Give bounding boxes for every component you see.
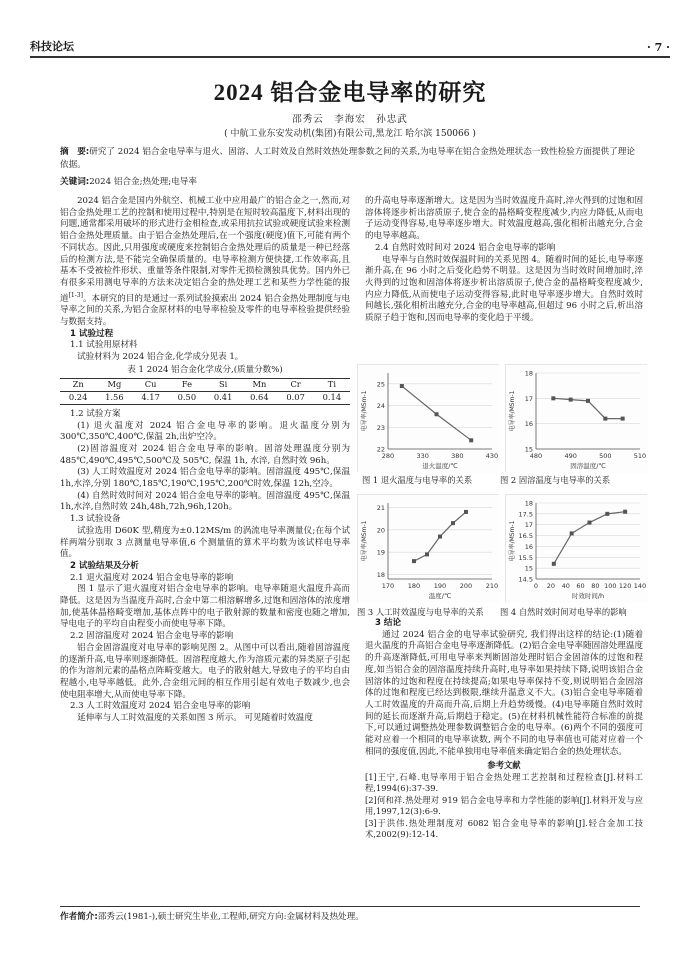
data-point [400, 384, 404, 388]
article-authors: 邵秀云 李海宏 孙忠武 [292, 114, 408, 125]
figure-4 [505, 494, 647, 602]
y-tick-label: 21 [376, 503, 385, 512]
figure-2-caption: 图 2 固溶温度与电导率的关系 [500, 475, 611, 485]
x-tick-label: 330 [416, 452, 429, 460]
table-header-cell: Ti [327, 379, 336, 390]
article-title: 2024 铝合金电导率的研究 [213, 80, 487, 105]
data-point [603, 417, 607, 421]
y-tick-label: 18 [524, 369, 533, 378]
y-axis-label: 电导率/MSm-1 [361, 520, 368, 562]
right-column [365, 196, 643, 325]
y-tick-label: 25 [376, 380, 385, 389]
keywords-label: 关键词: [60, 177, 90, 187]
y-tick-label: 23 [376, 423, 385, 432]
subsection-heading: 1.2 试验方案 [70, 408, 121, 419]
y-tick-label: 17 [524, 394, 533, 403]
table-header-cell: Cu [144, 379, 157, 390]
y-tick-label: 16 [524, 542, 533, 551]
figure-3-caption: 图 3 人工时效温度与电导率的关系 [357, 607, 484, 617]
paragraph: (4) 自然时效时间对 2024 铝合金电导率的影响。固溶温度 495℃,保温 1h,水淬,自然时效 24h,48h,72h,96h,120h。 [60, 490, 350, 513]
x-tick-label: 280 [381, 452, 395, 460]
x-tick-label: 80 [591, 582, 600, 590]
data-point [587, 521, 591, 525]
paragraph: (2)固溶温度对 2024 铝合金电导率的影响。固溶处理温度分别为 485℃,490℃,495℃,500℃及 505℃, 保温 1h, 水淬, 自然时效 96h。 [60, 443, 350, 466]
section-heading: 3 结论 [375, 618, 402, 628]
data-point [570, 531, 574, 535]
paragraph: 试验材料为 2024 铝合金,化学成分见表 1。 [77, 351, 244, 362]
data-point [569, 398, 573, 402]
data-point [451, 521, 455, 525]
figure-1 [357, 364, 499, 472]
x-axis-label: 温度/℃ [428, 592, 452, 600]
paragraph: (3) 人工时效温度对 2024 铝合金电导率的影响。固溶温度 495℃,保温 1h,水淬,分别 180℃,185℃,190℃,195℃,200℃时效,保温 12h,空冷。 [60, 467, 350, 490]
figure-4-caption: 图 4 自然时效时间对电导率的影响 [500, 607, 627, 617]
figure-row-2 [357, 494, 647, 602]
composition-table [60, 378, 350, 404]
author-note [60, 910, 640, 922]
subsection-heading: 2.2 固溶温度对 2024 铝合金电导率的影响 [70, 631, 234, 642]
author-note-label: 作者简介: [60, 912, 98, 922]
y-tick-label: 19 [376, 548, 385, 557]
y-tick-label: 16 [524, 420, 533, 429]
y-axis-label: 电导率/MSm-1 [509, 520, 516, 562]
figure-3 [357, 494, 499, 602]
x-tick-label: 100 [604, 582, 617, 590]
header-rule [30, 56, 670, 58]
subsection-heading: 1.3 试验设备 [70, 514, 121, 525]
reference-item: [2]何和祥.热处理对 919 铝合金电导率和力学性能的影响[J].材料开发与应用,1997,12(3):6-9. [365, 794, 643, 817]
table-cell: 0.50 [177, 392, 197, 403]
paragraph: 通过 2024 铝合金的电导率试验研究, 我们得出这样的结论:(1)随着退火温度的升高铝合金电导率逐渐降低。(2)铝合金电导率随固溶处理温度的升高逐渐降低,可用电导率来判断固溶处理时铝合金固溶体的过饱和程度,如当铝合金的固溶温度持续升高时,电导率如果持续下降,说明该铝合金固溶体的过饱和程度在持续提高;如果电导率保持不变,则说明铝合金固溶体的过饱和程度已经达到极限,继续升温意义不大。(3)铝合金电导率随着人工时效温度的升高而升高,后期上升趋势缓慢。(4)电导率随自然时效时间的延长而逐渐升高,后期趋于稳定。(5)在材料机械性能符合标准的前提下,可以通过调整热处理参数调整铝合金的电导率。(6)两个不同的强度可能对应着一个相同的电导率读数, 两个不同的电导率值也可能对应着一个相同的强度值,因此,不能单独用电导率值来确定铝合金的热处理状态。 [365, 629, 643, 757]
table-cell: 4.17 [141, 392, 160, 403]
figure-1-caption: 图 1 退火温度与电导率的关系 [362, 475, 473, 485]
intro-paragraph: 2024 铝合金是国内外航空、机械工业中应用最广的铝合金之一,然而,对铝合金热处理工艺的控制和使用过程中,特别是在短时较高温度下,材料出现的问题,通常都采用破坏的形式进行金相检查,或采用抗拉试验或硬度试验来检测铝合金热处理质量。由于铝合金热处理后,在一个强度(硬度)值下,可能有两个不同状态。因此,只用强度或硬度来控制铝合金热处理后的质量是一种已经落后的检测方法,是不能完全确保质量的。电导率检测方便快捷,工作效率高,且基本不受被检件形状、重量等条件限制,对零件无损检测独具优势。国内外已有很多采用测电导率的方法来决定铝合金的热处理工艺和某些力学性能的报道[1-3]。本研究的目的是通过一系列试验摸索出 2024 铝合金热处理制度与电导率之间的关系,为铝合金原材料的电导率检验及零件的电导率检验提供经验与数据支持。 [60, 196, 351, 327]
paragraph: (1) 退火温度对 2024 铝合金电导率的影响。退火温度分别为 300℃,350℃,400℃,保温 2h,出炉空冷。 [60, 420, 350, 443]
paragraph: 电导率与自然时效保温时间的关系见图 4。随着时间的延长,电导率逐渐升高,在 96 小时之后变化趋势不明显。这是因为当时效时间增加时,淬火得到的过饱和固溶体将逐步析出溶质原子,使合金的晶格畸变程度减少,内应力降低,从而使电子运动变得容易,此时电导率逐步增大。自然时效时间越长,强化相析出越充分,合金的电导率越高,但超过 96 小时之后,析出溶质原子趋于饱和,因而电导率的变化趋于平缓。 [365, 254, 643, 324]
subsection-heading: 1.1 试验用原材料 [70, 340, 138, 351]
x-tick-label: 510 [633, 452, 647, 460]
data-point [552, 562, 556, 566]
x-tick-label: 490 [564, 452, 577, 460]
journal-name: 科技论坛 [30, 40, 74, 53]
y-tick-label: 16.5 [518, 532, 533, 541]
data-point [435, 412, 439, 416]
footnote-rule [60, 906, 640, 907]
y-axis-label: 电导率/MSm-1 [361, 390, 368, 432]
left-column [60, 196, 350, 725]
data-point [469, 438, 473, 442]
y-tick-label: 18 [524, 499, 533, 508]
x-tick-label: 20 [546, 582, 555, 590]
table-header-cell: Fe [181, 379, 192, 390]
data-point [412, 559, 416, 563]
x-tick-label: 500 [599, 452, 612, 460]
y-tick-label: 15 [524, 445, 533, 454]
running-header [30, 34, 670, 54]
keywords-text: 2024 铝合金;热处理;电导率 [89, 177, 197, 187]
page-number: · 7 · [647, 41, 670, 54]
table-header-row [60, 379, 350, 392]
x-tick-label: 190 [433, 582, 447, 590]
y-tick-label: 24 [376, 402, 385, 411]
references [365, 760, 643, 841]
reference-item: [3]于洪伟.热处理制度对 6082 铝合金电导率的影响[J].轻合金加工技术,2002(9):12-14. [365, 817, 643, 840]
section-heading: 2 试验结果及分析 [70, 560, 139, 571]
x-tick-label: 180 [407, 582, 421, 590]
x-tick-label: 200 [459, 582, 473, 590]
y-tick-label: 17.5 [518, 510, 533, 519]
y-tick-label: 17 [524, 521, 533, 530]
data-point [586, 399, 590, 403]
table-header-cell: Cr [290, 379, 301, 390]
x-tick-label: 380 [451, 452, 464, 460]
x-axis-label: 固溶温度/℃ [570, 462, 606, 470]
data-point [551, 396, 555, 400]
subsection-heading: 2.1 退火温度对 2024 铝合金电导率的影响 [70, 572, 234, 583]
data-point [623, 510, 627, 514]
table-cell: 0.41 [213, 392, 233, 403]
x-tick-label: 480 [529, 452, 543, 460]
y-axis-label: 电导率/MSm-1 [509, 390, 516, 432]
table-cell: 0.64 [250, 392, 269, 403]
x-tick-label: 0 [533, 582, 539, 590]
figure-2 [505, 364, 647, 472]
y-tick-label: 22 [376, 445, 385, 454]
paragraph: 的升高电导率逐渐增大。这是因为当时效温度升高时,淬火得到的过饱和固溶体将逐步析出溶质原子,使合金的晶格畸变程度减少,内应力降低,从而电子运动变得容易,电导率逐步增大。时效温度越高,强化相析出越充分,合金的电导率越高。 [365, 196, 643, 242]
data-point [605, 512, 609, 516]
y-tick-label: 15.5 [518, 553, 533, 562]
subsection-heading: 2.3 人工时效温度对 2024 铝合金电导率的影响 [70, 701, 251, 712]
abstract [60, 146, 640, 172]
table-header-cell: Mn [252, 379, 267, 390]
paragraph: 铝合金固溶温度对电导率的影响见图 2。从图中可以看出,随着固溶温度的逐渐升高,电导率则逐渐降低。固溶程度越大,作为溶质元素的异类原子引起的作为溶剂元素的晶格点阵畸变越大。电子的散射越大,导致电子的平均自由程越小,电导率越低。此外,合金组元间的相互作用引起有效电子数减少,也会使电阻率增大,从而使电导率下降。 [60, 642, 350, 700]
keywords [60, 175, 640, 187]
x-tick-label: 60 [576, 582, 585, 590]
x-tick-label: 120 [618, 582, 632, 590]
data-point [425, 552, 429, 556]
references-title: 参考文献 [487, 760, 521, 771]
x-tick-label: 40 [561, 582, 570, 590]
table-cell: 0.07 [286, 392, 305, 403]
table-header-cell: Mg [107, 379, 122, 390]
table-row [60, 392, 350, 405]
x-axis-label: 退火温度/℃ [422, 462, 458, 470]
x-tick-label: 430 [485, 452, 499, 460]
abstract-text: 研究了 2024 铝合金电导率与退火、固溶、人工时效及自然时效热处理参数之间的关系,为电导率在铝合金热处理状态一致性检验方面提供了理论依据。 [60, 147, 635, 170]
section-heading: 1 试验过程 [70, 328, 114, 339]
author-note-text: 邵秀云(1981-),硕士研究生毕业,工程师,研究方向:金属材料及热处理。 [97, 912, 364, 922]
paragraph: 延伸率与人工时效温度的关系如图 3 所示。 可见随着时效温度 [77, 713, 313, 724]
reference-item: [1]王宁,石峰.电导率用于铝合金热处理工艺控制和过程检查[J].材料工程,1994(6):37-39. [365, 771, 643, 794]
x-tick-label: 170 [381, 582, 395, 590]
abstract-label: 摘 要: [60, 147, 90, 157]
y-tick-label: 15 [524, 564, 533, 573]
article-affiliation: ( 中航工业东安发动机(集团)有限公司,黑龙江 哈尔滨 150066 ) [224, 129, 476, 139]
x-tick-label: 140 [633, 582, 647, 590]
data-point [464, 510, 468, 514]
paragraph: 图 1 显示了退火温度对铝合金电导率的影响。电导率随退火温度升高而降低。这是因为当温度升高时,合金中第二相溶解增多,过饱和固溶体的浓度增加,使基体晶格畸变增加,基体点阵中的电子散射源的数量和密度也随之增加, 导电电子的平均自由程变小而使电导率下降。 [60, 584, 350, 630]
table-header-cell: Zn [72, 379, 84, 390]
right-column-lower [365, 618, 643, 841]
y-tick-label: 18 [376, 571, 385, 580]
x-axis-label: 时效时间/h [571, 592, 605, 600]
paragraph: 试验选用 D60K 型,精度为±0.12MS/m 的涡流电导率测量仪;在每个试样两端分别取 3 点测量电导率值,6 个测量值的算术平均数为该试样电导率值。 [60, 525, 350, 560]
table-header-cell: Si [218, 379, 228, 390]
table-caption: 表 1 2024 铝合金化学成分,(质量分数%) [127, 364, 283, 375]
subsection-heading: 2.4 自然时效时间对 2024 铝合金电导率的影响 [375, 242, 556, 253]
table-cell: 0.24 [68, 392, 88, 403]
intro-citation: [1-3] [68, 291, 83, 299]
data-point [621, 417, 625, 421]
y-tick-label: 20 [376, 526, 385, 535]
chart-background [506, 365, 648, 473]
x-tick-label: 210 [485, 582, 499, 590]
y-tick-label: 14.5 [518, 575, 533, 584]
data-point [438, 535, 442, 539]
table-cell: 1.56 [105, 392, 124, 403]
table-cell: 0.14 [322, 392, 342, 403]
figure-row-1 [357, 364, 647, 472]
